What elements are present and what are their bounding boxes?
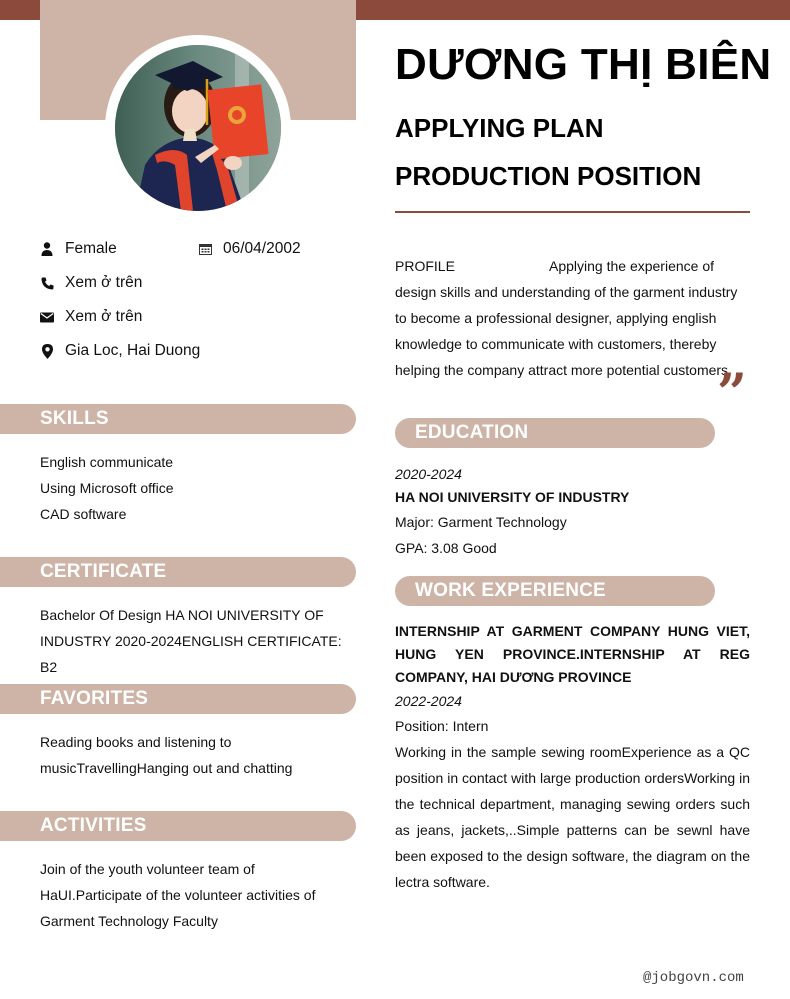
contact-email [40, 308, 142, 326]
work-description: Working in the sample sewing roomExperience as a QC position in contact with large production ordersWorking in the technical department, managing sewing orders such as jeans, jackets,..Simple patterns can be sewnl have been exposed to the design software, the diagram on the lectra software. [395, 744, 750, 890]
favorites-heading: FAVORITES [40, 688, 149, 709]
location-pin-icon [40, 344, 54, 358]
contact-address [40, 342, 200, 360]
certificate-text: Bachelor Of Design HA NOI UNIVERSITY OF INDUSTRY 2020-2024ENGLISH CERTIFICATE: B2 [40, 607, 342, 675]
email-value[interactable]: Xem ở trên [65, 308, 143, 325]
work-section-header [395, 576, 715, 606]
skills-list [40, 449, 352, 527]
favorites-text: Reading books and listening to musicTravellingHanging out and chatting [40, 734, 293, 776]
activities-section-header [0, 811, 356, 841]
certificate-section-header [0, 557, 356, 587]
activities-heading: ACTIVITIES [40, 815, 147, 836]
job-title-line-1: APPLYING PLAN [395, 113, 604, 143]
phone-icon [40, 276, 54, 290]
skills-heading: SKILLS [40, 408, 109, 429]
profile-label: PROFILE [395, 258, 455, 274]
birthday-value: 06/04/2002 [223, 240, 301, 257]
envelope-icon [40, 310, 54, 324]
education-entry [395, 463, 750, 561]
candidate-name: DƯƠNG THỊ BIÊN [395, 40, 772, 89]
title-divider [395, 211, 750, 213]
activities-text: Join of the youth volunteer team of HaUI.Participate of the volunteer activities of Garment Technology Faculty [40, 861, 316, 929]
graduate-portrait-illustration [115, 45, 281, 211]
skill-item: English communicate [40, 454, 174, 470]
profile-section [395, 253, 750, 383]
skill-item: Using Microsoft office [40, 480, 174, 496]
education-heading: EDUCATION [415, 422, 529, 443]
phone-value[interactable]: Xem ở trên [65, 274, 143, 291]
contact-phone [40, 274, 142, 292]
work-entry [395, 620, 750, 895]
watermark: @jobgovn.com [643, 970, 744, 986]
certificate-heading: CERTIFICATE [40, 561, 167, 582]
quote-icon: ” [717, 363, 747, 424]
person-icon [40, 242, 54, 256]
address-value: Gia Loc, Hai Duong [65, 342, 201, 359]
education-major: Major: Garment Technology [395, 514, 567, 530]
job-title-line-2: PRODUCTION POSITION [395, 161, 702, 191]
contact-birthday [198, 240, 301, 258]
gender-value: Female [65, 240, 117, 257]
favorites-section-header [0, 684, 356, 714]
job-title [395, 104, 755, 200]
work-company: INTERNSHIP AT GARMENT COMPANY HUNG VIET, HUNG YEN PROVINCE.INTERNSHIP AT REG COMPANY, HAI DƯƠNG PROVINCE [395, 623, 750, 685]
education-section-header [395, 418, 715, 448]
education-school: HA NOI UNIVERSITY OF INDUSTRY [395, 489, 630, 505]
skill-item: CAD software [40, 506, 127, 522]
avatar [115, 45, 281, 211]
skills-section-header [0, 404, 356, 434]
work-position: Position: Intern [395, 718, 489, 734]
profile-text: Applying the experience of design skills and understanding of the garment industry to become a professional designer, applying english knowledge to communicate with customers, thereby helping the company attract more potential customers [395, 258, 738, 378]
contact-gender [40, 240, 117, 258]
work-heading: WORK EXPERIENCE [415, 580, 606, 601]
education-period: 2020-2024 [395, 466, 462, 482]
work-period: 2022-2024 [395, 693, 462, 709]
education-gpa: GPA: 3.08 Good [395, 540, 497, 556]
calendar-icon [198, 242, 212, 256]
